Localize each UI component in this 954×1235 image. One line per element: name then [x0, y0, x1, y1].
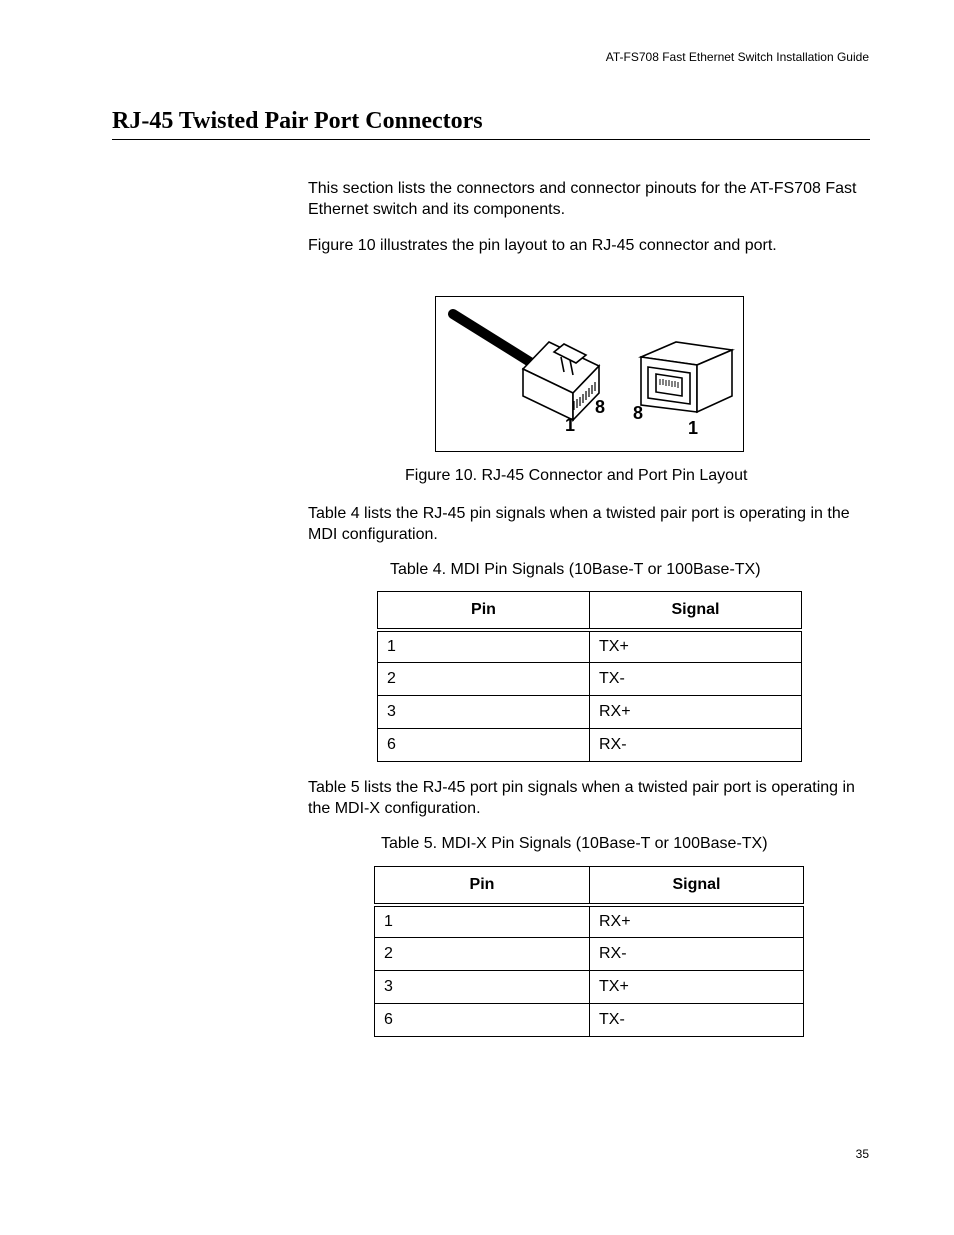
port-pin-1-label: 1 — [688, 418, 699, 438]
rj45-figure — [435, 296, 744, 452]
table-header-signal: Signal — [590, 592, 802, 630]
pin-cell: 6 — [378, 729, 590, 762]
table-row — [378, 663, 802, 696]
table-row — [375, 905, 804, 938]
table4-reference-paragraph: Table 4 lists the RJ-45 pin signals when a twisted pair port is operating in the MDI configuration. — [308, 505, 850, 543]
section-title: RJ-45 Twisted Pair Port Connectors — [112, 108, 870, 140]
plug-pin-8-label: 8 — [595, 397, 606, 417]
figure-reference-paragraph: Figure 10 illustrates the pin layout to an RJ-45 connector and port. — [308, 237, 777, 254]
signal-cell: TX+ — [590, 971, 804, 1004]
figure-caption: Figure 10. RJ-45 Connector and Port Pin Layout — [405, 467, 748, 484]
rj45-illustration — [436, 297, 743, 451]
pin-cell: 1 — [378, 630, 590, 663]
table-header-pin: Pin — [378, 592, 590, 630]
table-row — [375, 938, 804, 971]
table5-mdix-pin-signals — [374, 866, 804, 1037]
port-pin-8-label: 8 — [633, 403, 644, 423]
signal-cell: TX- — [590, 663, 802, 696]
page-number: 35 — [855, 1147, 869, 1161]
signal-cell: RX- — [590, 938, 804, 971]
table4-caption: Table 4. MDI Pin Signals (10Base-T or 100Base-TX) — [390, 561, 761, 578]
table4-mdi-pin-signals — [377, 591, 802, 762]
pin-cell: 6 — [375, 1004, 590, 1037]
intro-paragraph: This section lists the connectors and connector pinouts for the AT-FS708 Fast Ethernet switch and its components. — [308, 180, 857, 218]
pin-cell: 2 — [375, 938, 590, 971]
table-row — [375, 971, 804, 1004]
pin-cell: 1 — [375, 905, 590, 938]
table-header-pin: Pin — [375, 867, 590, 905]
table-row — [378, 696, 802, 729]
rj45-port — [641, 342, 732, 412]
signal-cell: RX- — [590, 729, 802, 762]
signal-cell: RX+ — [590, 696, 802, 729]
pin-cell: 3 — [375, 971, 590, 1004]
pin-cell: 3 — [378, 696, 590, 729]
signal-cell: TX- — [590, 1004, 804, 1037]
table-row — [378, 729, 802, 762]
pin-cell: 2 — [378, 663, 590, 696]
cable — [453, 314, 538, 367]
plug-pin-1-label: 1 — [565, 415, 576, 435]
signal-cell: TX+ — [590, 630, 802, 663]
table-row — [378, 630, 802, 663]
running-header: AT-FS708 Fast Ethernet Switch Installation Guide — [605, 50, 869, 64]
table5-caption: Table 5. MDI-X Pin Signals (10Base-T or 100Base-TX) — [381, 835, 768, 852]
rj45-plug — [523, 342, 599, 420]
table5-reference-paragraph: Table 5 lists the RJ-45 port pin signals when a twisted pair port is operating in the MDI-X configuration. — [308, 779, 855, 817]
table-header-signal: Signal — [590, 867, 804, 905]
signal-cell: RX+ — [590, 905, 804, 938]
table-row — [375, 1004, 804, 1037]
